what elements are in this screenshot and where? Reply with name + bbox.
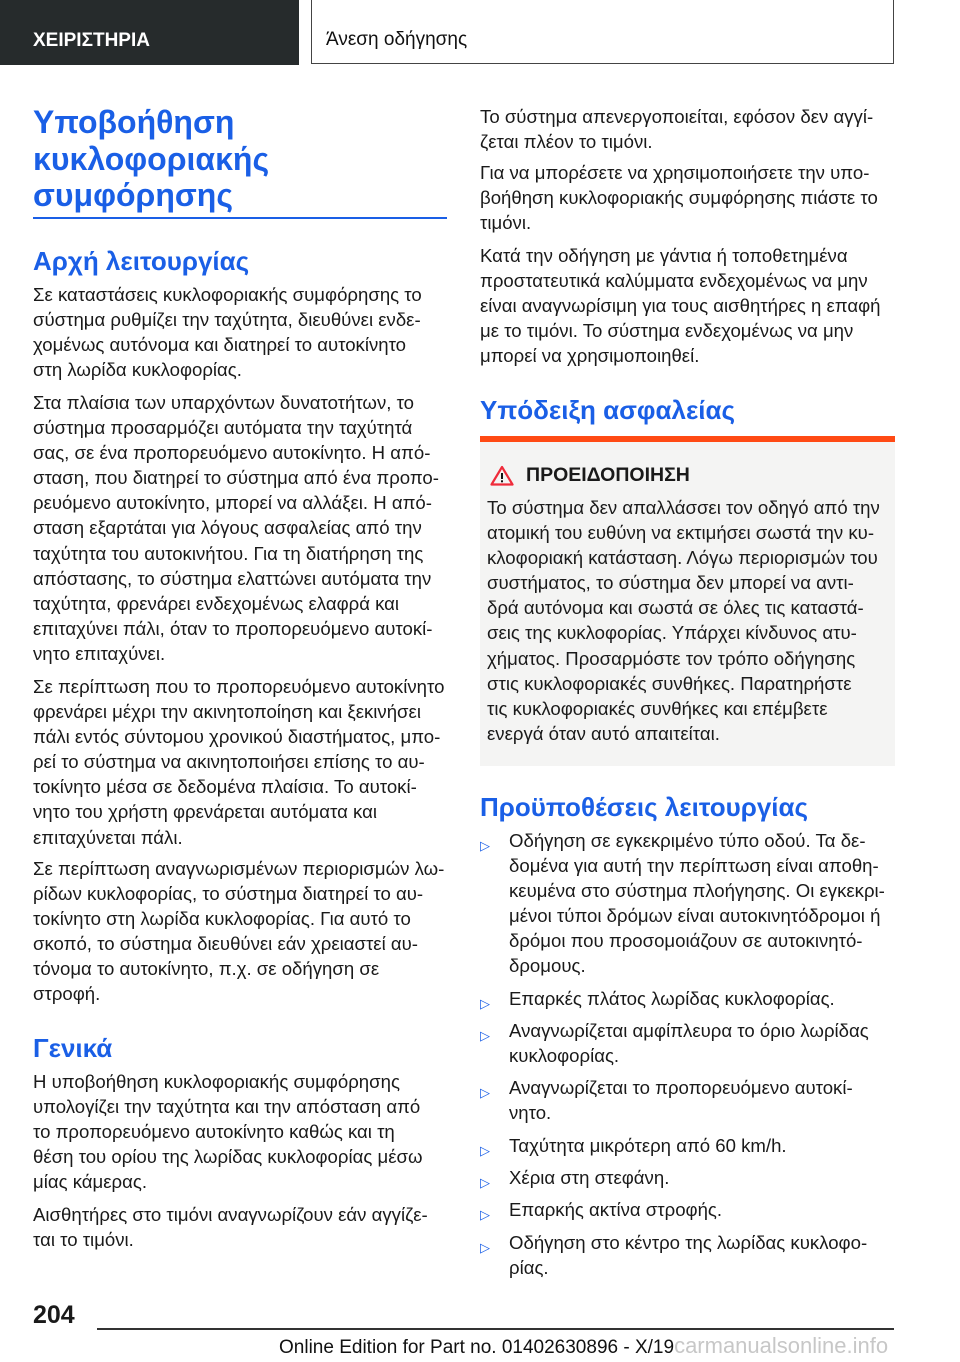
text-line: χομένως αυτόνομα και διατηρεί το αυτοκίνητο [33,334,407,356]
text-line: νητο του χρήστη φρενάρεται αυτόματα και [33,801,377,823]
text-line: νητο επιταχύνει. [33,642,166,664]
text-line: Οδήγηση σε εγκεκριμένο τύπο οδού. Τα δε- [509,830,866,851]
chapter-title: Άνεση οδήγησης [326,29,468,50]
bullet-icon: ▷ [480,1143,490,1158]
text-line: επιταχύνεται πάλι. [33,826,183,848]
text-line: Ταχύτητα μικρότερη από 60 km/h. [509,1135,787,1156]
text-line: Αναγνωρίζεται αμφίπλευρα το όριο λωρίδας [509,1020,869,1041]
page-title [33,104,451,214]
page-number: 204 [33,1301,75,1329]
condition-item [480,1165,898,1195]
text-line: δρόμοι που προσομοιάζουν σε αυτοκινητό- [509,930,863,952]
warning-title: ΠΡΟΕΙΔΟΠΟΙΗΣΗ [526,464,690,486]
text-line: Το σύστημα απενεργοποιείται, εφόσον δεν αγγί- [480,106,874,127]
text-line: ται το τιμόνι. [33,1229,134,1251]
text-line: κευμένα στο σύστημα πλοήγησης. Οι εγκεκρι- [509,880,885,902]
section-title: ΧΕΙΡΙΣΤΗΡΙΑ [33,30,150,51]
condition-text [509,986,835,1016]
condition-item [480,828,898,979]
condition-item [480,1075,898,1125]
text-line: ρίδων κυκλοφορίας, το σύστημα διατηρεί το αυ- [33,883,424,905]
bullet-icon: ▷ [480,1085,490,1100]
text-line: μπορεί να χρησιμοποιηθεί. [480,345,700,367]
text-line: βοήθηση κυκλοφοριακής συμφόρησης πιάστε το [480,187,878,209]
text-line: μένοι τύποι δρόμων είναι αυτοκινητόδρομοι ή [509,905,881,927]
heading-principle: Αρχή λειτουργίας [33,246,250,276]
chapter-box [311,0,894,64]
condition-text [509,1075,853,1125]
footer [279,1333,888,1359]
text-line: δομένα για αυτή την περίπτωση είναι αποθη- [509,855,879,877]
paragraph [480,243,898,368]
text-line: στροφή. [33,983,101,1005]
text-line: απόστασης, το σύστημα ελαττώνει αυτόματα την [33,567,432,589]
text-line: σας, σε ένα προπορευόμενο αυτοκίνητο. Η από- [33,442,431,464]
text-line: Κατά την οδήγηση με γάντια ή τοποθετημένα [480,245,848,266]
text-line: κλοφοριακή κατάσταση. Λόγω περιορισμών του [487,547,878,569]
text-line: τοκίνητο μέσα σε δεδομένα πλαίσια. Το αυτοκί- [33,776,417,798]
text-line: συμφόρησης [33,177,233,213]
condition-text [509,1133,787,1163]
text-line: στις κυκλοφοριακές συνθήκες. Παρατηρήστε [487,672,852,694]
text-line: Σε περίπτωση που το προπορευόμενο αυτοκίνητο [33,676,445,697]
text-line: Το σύστημα δεν απαλλάσσει τον οδηγό από την [487,497,880,518]
heading-conditions: Προϋποθέσεις λειτουργίας [480,792,809,822]
text-line: χήματος. Προσαρμόστε τον τρόπο οδήγησης [487,647,856,669]
text-line: τις κυκλοφοριακές συνθήκες και επέμβετε [487,697,828,719]
text-line: προστατευτικά καλύμματα ενδεχομένως να μην [480,270,868,292]
text-line: Αισθητήρες στο τιμόνι αναγνωρίζουν εάν αγγίζε- [33,1204,428,1225]
watermark: carmanualsonline.info [674,1333,889,1358]
text-line: κυκλοφοριακής [33,140,270,177]
text-line: τόνομα το αυτοκίνητο, π.χ. σε οδήγηση σε [33,958,380,980]
text-line: Στα πλαίσια των υπαρχόντων δυνατοτήτων, το [33,392,414,413]
text-line: ζεται πλέον το τιμόνι. [480,131,653,153]
text-line: ταχύτητα του αυτοκινήτου. Για τη διατήρηση της [33,542,424,564]
text-line: κυκλοφορίας. [509,1045,620,1067]
heading-general: Γενικά [33,1033,113,1063]
condition-text [509,1230,867,1280]
text-line: Οδήγηση στο κέντρο της λωρίδας κυκλοφο- [509,1232,868,1253]
text-line: δρομους. [509,955,586,977]
text-line: ρεί το σύστημα να ακινητοποιήσει επίσης το αυ- [33,751,425,773]
warning-bar [480,436,895,442]
condition-item [480,986,898,1016]
condition-item [480,1133,898,1163]
paragraph [33,1069,451,1194]
title-underline [33,217,447,219]
text-line: Επαρκές πλάτος λωρίδας κυκλοφορίας. [509,988,835,1009]
text-line: Σε καταστάσεις κυκλοφοριακής συμφόρησης το [33,284,422,305]
heading-safety: Υπόδειξη ασφαλείας [480,395,736,425]
condition-text [509,1197,722,1227]
text-line: πάλι εντός σύντομου χρονικού διαστήματος, μπο- [33,726,441,748]
text-line: Για να μπορέσετε να χρησιμοποιήσετε την υπο- [480,162,870,183]
text-line: Χέρια στη στεφάνη. [509,1167,670,1188]
paragraph [33,674,451,850]
text-line: δρά αυτόνομα και σωστά σε όλες τις καταστά- [487,597,864,619]
text-line: σταση, που διατηρεί το σύστημα από ένα προπο- [33,467,439,489]
condition-text [509,1018,869,1068]
text-line: τιμόνι. [480,212,532,234]
condition-text [509,1165,669,1195]
text-line: Επαρκής ακτίνα στροφής. [509,1199,723,1220]
section-tab [0,0,299,65]
text-line: φρενάρει μέχρι την ακινητοποίηση και ξεκινήσει [33,701,421,723]
text-line: με το τιμόνι. Το σύστημα ενδεχομένως να μην [480,320,854,342]
paragraph [33,1202,451,1252]
edition-text: Online Edition for Part no. 01402630896 - X/19 [279,1337,675,1358]
text-line: στη λωρίδα κυκλοφορίας. [33,359,242,381]
text-line: ατομική του ευθύνη να εκτιμήσει σωστά την κυ- [487,522,875,544]
text-line: Αναγνωρίζεται το προπορευόμενο αυτοκί- [509,1077,853,1098]
bullet-icon: ▷ [480,838,490,853]
bullet-icon: ▷ [480,1175,490,1190]
text-line: συστήματος, το σύστημα δεν μπορεί να αντι- [487,572,854,594]
text-line: μίας κάμερας. [33,1171,147,1193]
text-line: ενεργά όταν αυτό απαιτείται. [487,722,720,744]
warning-triangle-icon [490,465,514,486]
bullet-icon: ▷ [480,1240,490,1255]
text-line: ρίας. [509,1257,549,1279]
text-line: επιταχύνει πάλι, όταν το προπορευόμενο αυτοκί- [33,617,433,639]
bullet-icon: ▷ [480,1207,490,1222]
text-line: είναι αναγνωρίσιμη για τους αισθητήρες η επαφή [480,295,881,317]
warning-box [480,436,895,766]
text-line: ρευόμενο αυτοκίνητο, μπορεί να αλλάξει. Η από- [33,492,432,514]
text-line: ταχύτητα, φρενάρει ενδεχομένως ελαφρά και [33,592,400,614]
text-line: το προπορευόμενο αυτοκίνητο καθώς και τη [33,1121,395,1143]
condition-item [480,1197,898,1227]
text-line: σεις της κυκλοφορίας. Υπάρχει κίνδυνος ατυ- [487,622,857,644]
paragraph [480,160,898,235]
warning-header [490,464,690,487]
text-line: σταση εξαρτάται για λόγους ασφαλείας από την [33,517,422,539]
paragraph [33,390,451,666]
condition-item [480,1018,898,1068]
paragraph [33,856,451,1007]
condition-text [509,828,885,979]
warning-text [487,495,880,746]
bullet-icon: ▷ [480,1028,490,1043]
text-line: θέση του ορίου της λωρίδας κυκλοφορίας μέσω [33,1146,423,1168]
text-line: σύστημα προσαρμόζει αυτόματα την ταχύτητά [33,417,413,439]
text-line: Η υποβοήθηση κυκλοφοριακής συμφόρησης [33,1071,400,1092]
text-line: σύστημα ρυθμίζει την ταχύτητα, διευθύνει ενδε- [33,309,421,331]
text-line: Σε περίπτωση αναγνωρισμένων περιορισμών λω- [33,858,445,879]
paragraph [480,104,898,154]
text-line: υπολογίζει την ταχύτητα και την απόσταση από [33,1096,421,1118]
text-line: νητο. [509,1102,552,1124]
text-line: Υποβοήθηση [33,104,235,140]
bullet-icon: ▷ [480,996,490,1011]
text-line: σκοπό, το σύστημα διευθύνει εάν χρειαστεί αυ- [33,933,419,955]
footer-rule [97,1328,894,1330]
paragraph [33,282,451,382]
condition-item [480,1230,898,1280]
text-line: τοκίνητο στη λωρίδα κυκλοφορίας. Για αυτό το [33,908,411,930]
